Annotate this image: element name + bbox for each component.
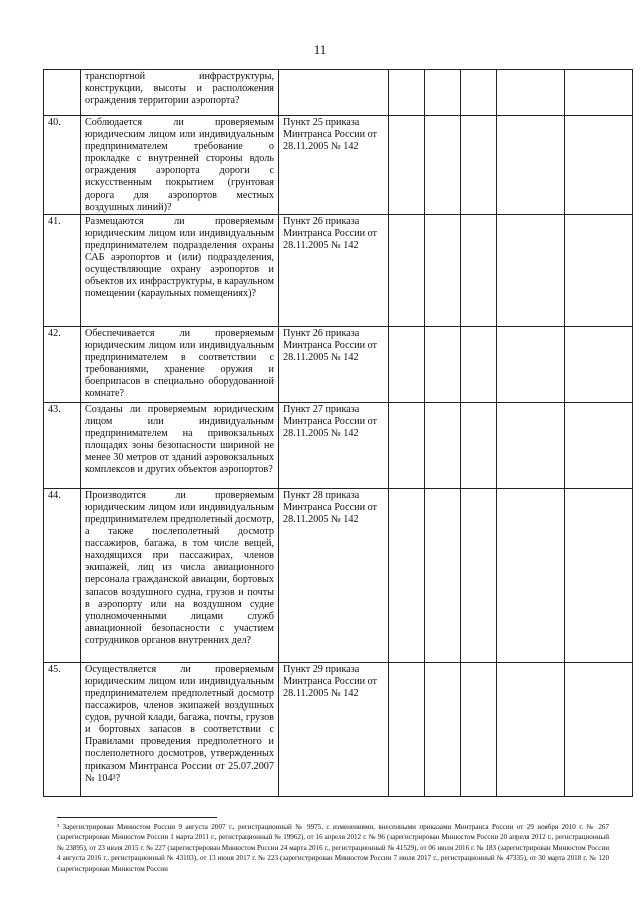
table-row (44, 326, 633, 402)
question-cell (81, 402, 279, 488)
reference-cell (279, 326, 389, 402)
reference-text: Пункт 28 приказа Минтранса России от 28.11.2005 № 142 (283, 489, 377, 525)
answer-cell (461, 116, 497, 215)
question-text: Осуществляется ли проверяемым юридическим лицом или индивидуальным предпринимателем предполетный досмотр пассажиров, членов экипажей воздушных судов, ручной клади, багажа, почты, грузов и бортовых запасов в соответствии с Правилами проведения предполетного и послеполетного досмотров, утвержденных приказом Минтранса России от 25.07.2007 № 104³? (85, 663, 274, 784)
footnote-divider (57, 817, 217, 818)
answer-cell (497, 326, 565, 402)
answer-cell (389, 214, 425, 326)
footnote-text: ³ Зарегистрирован Минюстом России 9 августа 2007 г., регистрационный № 9975, с изменениями, внесенными приказами Минтранса России от 29 ноября 2010 г. № 267 (зарегистрирован Минюстом России 1 марта 2011 г., регистрационный № 19962), от 16 апреля 2012 г. № 96 (зарегистрирован Минюстом России 20 апреля 2012 г., регистрационный № 23895), от 23 июля 2015 г. № 227 (зарегистрирован Минюстом России 24 марта 2016 г., регистрационный № 41529), от 06 июля 2016 г. № 183 (зарегистрирован Минюстом России 4 августа 2016 г., регистрационный № 43103), от 13 июня 2017 г. № 223 (зарегистрирован Минюстом России 7 июля 2017 г., регистрационный № 47335), от 30 марта 2018 г. № 120 (зарегистрирован Минюстом России (57, 823, 609, 873)
reference-text: Пункт 27 приказа Минтранса России от 28.11.2005 № 142 (283, 403, 377, 439)
answer-cell (461, 70, 497, 116)
page-number: 11 (313, 42, 327, 57)
table-row (44, 488, 633, 662)
row-number-cell (44, 662, 81, 796)
answer-cell (425, 488, 461, 662)
answer-cell (425, 70, 461, 116)
reference-cell (279, 662, 389, 796)
reference-cell (279, 70, 389, 116)
answer-cell (565, 662, 633, 796)
table-row (44, 70, 633, 116)
answer-cell (565, 214, 633, 326)
answer-cell (389, 326, 425, 402)
reference-cell (279, 488, 389, 662)
question-text: Производится ли проверяемым юридическим лицом или индивидуальным предпринимателем предполетный досмотр, а также послеполетный досмотр пассажиров, багажа, в том числе вещей, находящихся при пассажирах, членов экипажей, лиц из числа авиационного персонала гражданской авиации, бортовых запасов воздушного судна, грузов и почты в аэропорту или на воздушном судне уполномоченными лицами служб авиационной безопасности с участием сотрудников органов внутренних дел? (85, 489, 274, 646)
answer-cell (497, 402, 565, 488)
answer-cell (497, 488, 565, 662)
answer-cell (389, 662, 425, 796)
answer-cell (389, 116, 425, 215)
row-number: 43. (48, 403, 61, 415)
answer-cell (565, 116, 633, 215)
row-number: 41. (48, 215, 61, 227)
answer-cell (425, 402, 461, 488)
answer-cell (497, 662, 565, 796)
row-number: 42. (48, 327, 61, 339)
question-text: Размещаются ли проверяемым юридическим лицом или индивидуальным предпринимателем подразделения охраны САБ аэропортов и (или) подразделения, осуществляющие охрану аэропортов и объектов их инфраструктуры, в караульном помещении (караульных помещениях)? (85, 215, 274, 300)
reference-cell (279, 402, 389, 488)
answer-cell (565, 70, 633, 116)
answer-cell (389, 402, 425, 488)
question-text: транспортной инфраструктуры, конструкции, высоты и расположения ограждения территории аэропорта? (85, 71, 274, 107)
table-row (44, 662, 633, 796)
answer-cell (497, 70, 565, 116)
row-number-cell (44, 214, 81, 326)
row-number-cell (44, 70, 81, 116)
answer-cell (425, 116, 461, 215)
reference-text: Пункт 26 приказа Минтранса России от 28.11.2005 № 142 (283, 215, 377, 251)
answer-cell (425, 326, 461, 402)
reference-text: Пункт 25 приказа Минтранса России от 28.11.2005 № 142 (283, 117, 377, 153)
question-text: Созданы ли проверяемым юридическим лицом или индивидуальным предпринимателем на привокзальных площадях зоны безопасности шириной не менее 30 метров от зданий аэровокзальных комплексов и других объектов аэропортов? (85, 403, 274, 476)
answer-cell (497, 116, 565, 215)
answer-cell (565, 402, 633, 488)
question-cell (81, 326, 279, 402)
reference-text: Пункт 29 приказа Минтранса России от 28.11.2005 № 142 (283, 663, 377, 699)
answer-cell (461, 326, 497, 402)
answer-cell (565, 326, 633, 402)
row-number-cell (44, 116, 81, 215)
row-number-cell (44, 402, 81, 488)
checklist-table (43, 69, 633, 797)
answer-cell (389, 70, 425, 116)
answer-cell (497, 214, 565, 326)
reference-text: Пункт 26 приказа Минтранса России от 28.11.2005 № 142 (283, 327, 377, 363)
reference-cell (279, 214, 389, 326)
table-row (44, 116, 633, 215)
question-text: Соблюдается ли проверяемым юридическим лицом или индивидуальным предпринимателем требование о прокладке с внутренней стороны вдоль ограждения аэропорта дороги с искусственным покрытием (грунтовая дорога для аэропортов местных воздушных линий)? (85, 117, 274, 213)
question-cell (81, 116, 279, 215)
row-number-cell (44, 488, 81, 662)
question-text: Обеспечивается ли проверяемым юридическим лицом или индивидуальным предпринимателем в соответствии с требованиями, хранение оружия и боеприпасов в специально оборудованной комнате? (85, 327, 274, 400)
table-row (44, 402, 633, 488)
question-cell (81, 70, 279, 116)
answer-cell (461, 488, 497, 662)
table-row (44, 214, 633, 326)
answer-cell (461, 214, 497, 326)
answer-cell (461, 662, 497, 796)
question-cell (81, 488, 279, 662)
answer-cell (425, 662, 461, 796)
row-number: 44. (48, 489, 61, 501)
answer-cell (461, 402, 497, 488)
answer-cell (565, 488, 633, 662)
row-number: 40. (48, 117, 61, 128)
reference-cell (279, 116, 389, 215)
question-cell (81, 662, 279, 796)
question-cell (81, 214, 279, 326)
row-number-cell (44, 326, 81, 402)
answer-cell (389, 488, 425, 662)
answer-cell (425, 214, 461, 326)
row-number: 45. (48, 663, 61, 675)
